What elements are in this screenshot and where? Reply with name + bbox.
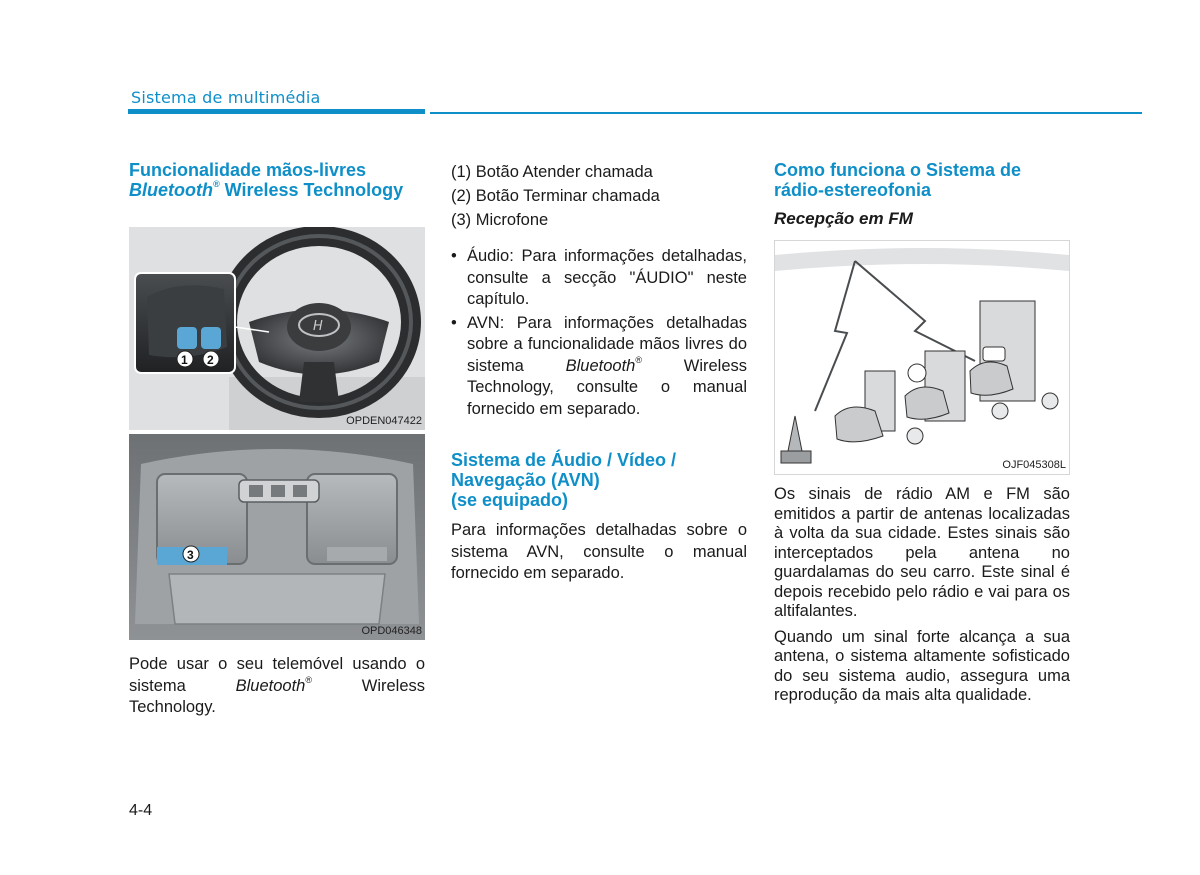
radio-paragraph-1: Os sinais de rádio AM e FM são emitidos a partir de antenas localizadas à volta da sua cidade. Estes sinais são interceptados pela antena no guardalamas do seu carro. Este sinal é depois recebido pelo rádio e vai para os altifalantes. [774, 485, 1070, 620]
svg-text:H: H [313, 319, 323, 334]
avn-paragraph: Para informações detalhadas sobre o sistema AVN, consulte o manual fornecido em separado. [451, 521, 747, 582]
steering-wheel-illustration [129, 227, 425, 430]
column-1 [129, 160, 425, 719]
list-item: (3) Microfone [451, 211, 549, 229]
fm-reception-illustration [775, 241, 1069, 474]
column-2 [451, 160, 747, 585]
bullet-avn: • AVN: Para informações detalhadas sobre a funcionalidade mãos livres do sistema Bluetooth® Wireless Technology, consulte o manual fornecido em separado. [451, 313, 747, 421]
figure-code: OJF045308L [1002, 459, 1066, 471]
page-number: 4-4 [129, 802, 153, 819]
radio-paragraph-2: Quando um sinal forte alcança a sua antena, o sistema altamente sofisticado do seu sistema audio, assegura uma reprodução da mais alta qualidade. [774, 627, 1070, 704]
button-legend [451, 160, 747, 232]
list-item: (2) Botão Terminar chamada [451, 187, 660, 205]
figure-code: OPD046348 [361, 625, 422, 637]
radio-heading: Como funciona o Sistema de rádio-estereofonia [774, 160, 1022, 200]
callout-1: 1 [181, 353, 188, 367]
figure-code: OPDEN047422 [346, 415, 422, 427]
bullet-list [451, 246, 747, 420]
callout-2: 2 [207, 353, 214, 367]
steering-wheel-figure [129, 227, 425, 430]
overhead-console-illustration [129, 434, 425, 640]
bullet-audio: • Áudio: Para informações detalhadas, consulte a secção "ÁUDIO" neste capítulo. [451, 246, 747, 311]
header-rule-thick [128, 109, 425, 114]
header-rule-thin [430, 112, 1142, 114]
column-3 [774, 160, 1070, 706]
section-title: Sistema de multimédia [131, 88, 321, 107]
handsfree-paragraph: Pode usar o seu telemóvel usando o sistema Bluetooth® Wireless Technology. [129, 655, 425, 716]
avn-heading: Sistema de Áudio / Vídeo / Navegação (AVN) (se equipado) [451, 450, 677, 510]
list-item: (1) Botão Atender chamada [451, 163, 653, 181]
handsfree-heading: Funcionalidade mãos-livres Bluetooth® Wireless Technology [129, 160, 404, 200]
overhead-console-figure [129, 434, 425, 640]
callout-3: 3 [187, 548, 194, 562]
fm-subheading: Recepção em FM [774, 209, 913, 228]
fm-reception-figure [774, 240, 1070, 475]
